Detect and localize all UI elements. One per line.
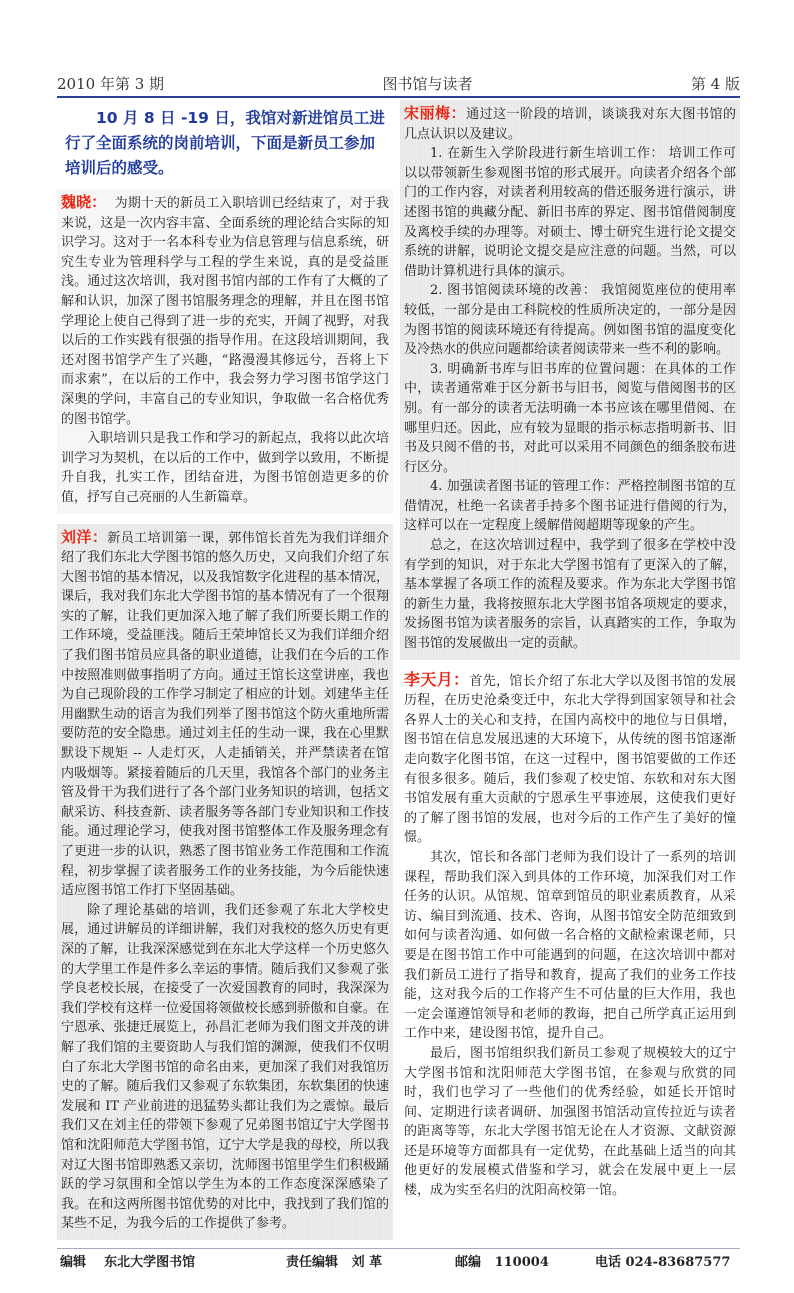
right-column: [400, 100, 740, 1207]
issue-number: 2010 年第 3 期: [57, 75, 165, 93]
paragraph: 3. 明确新书库与旧书库的位置问题：在具体的工作中，读者通常难于区分新书与旧书，阅览与借阅图书的区别。有一部分的读者无法明确一本书应该在哪里借阅、在哪里归还。因此，应有较为显眼的指示标志指明新书、旧书及只阅不借的书，对此可以采用不同颜色的细条胶布进行区分。: [404, 361, 736, 475]
publication-title: 图书馆与读者: [382, 75, 473, 93]
article-li: [400, 666, 740, 1207]
paragraph: 新员工培训第一课，郭伟馆长首先为我们详细介绍了我们东北大学图书馆的悠久历史，又向我们介绍了东大图书馆的基本情况，以及我馆数字化进程的基本情况，课后，我对我们东北大学图书馆的基本情况有了一个很翔实的了解，让我们更加深入地了解了我们所要长期工作的工作环境，受益匪浅。随后王荣坤馆长又为我们详细介绍了我们图书馆员应具备的职业道德，让我们在今后的工作中按照准则做事指明了方向。通过王馆长这堂讲座，我也为自己现阶段的工作学习制定了相应的计划。刘建华主任用幽默生动的语言为我们列举了图书馆这个防火重地所需要防范的安全隐患。通过刘主任的生动一课，我在心里默默设下规矩 -- 人走灯灭，人走插销关，并严禁读者在馆内吸烟等。紧接着随后的几天里，我馆各个部门的业务主管及骨干为我们进行了各个部门业务知识的培训，包括文献采访、科技查新、读者服务等各部门专业知识和工作技能。通过理论学习，使我对图书馆整体工作及服务理念有了更进一步的认识，熟悉了图书馆业务工作范围和工作流程，初步掌握了读者服务工作的业务技能，为今后能快速适应图书馆工作打下坚固基础。: [61, 530, 389, 899]
intro-heading: 10 月 8 日 -19 日，我馆对新进馆员工进行了全面系统的岗前培训，下面是新员工参加培训后的感受。: [65, 109, 385, 177]
author-name: 魏晓：: [61, 193, 107, 211]
page: [57, 0, 740, 1293]
left-column: [57, 100, 393, 1240]
author-name: 刘洋：: [61, 527, 108, 546]
paragraph: 4. 加强读者图书证的管理工作：严格控制图书馆的互借情况，杜绝一名读者手持多个图书证进行借阅的行为，这样可以在一定程度上缓解借阅超期等现象的产生。: [404, 479, 736, 534]
paragraph: 2. 图书馆阅读环境的改善： 我馆阅览座位的使用率较低，一部分是由工科院校的性质所决定的，一部分是因为图书馆的阅读环境还有待提高。例如图书馆的温度变化及冷热水的供应问题都给读者阅读带来一些不利的影响。: [404, 283, 736, 358]
footer-phone: 电话 024-83687577: [595, 1254, 731, 1270]
article-wei: [57, 189, 393, 514]
paragraph: 入职培训只是我工作和学习的新起点，我将以此次培训学习为契机，在以后的工作中，做到学以致用，不断提升自我，扎实工作，团结奋进，为图书馆创造更多的价值，抒写自己亮丽的人生新篇章。: [61, 431, 389, 505]
paragraph: 除了理论基础的培训，我们还参观了东北大学校史展，通过讲解员的详细讲解，我们对我校的悠久历史有更深的了解，让我深深感觉到在东北大学这样一个历史悠久的大学里工作是件多么幸运的事情。随后我们又参观了张学良老校长展，在接受了一次爱国教育的同时，我深深为我们学校有这样一位爱国将领做校长感到骄傲和自豪。在宁恩承、张捷迁展览上，孙昌汇老师为我们图文并茂的讲解了我们馆的主要资助人与我们馆的渊源，使我们不仅明白了东北大学图书馆的命名由来，更加深了我们对我馆历史的了解。随后我们又参观了东软集团，东软集团的快速发展和 IT 产业前进的迅猛势头都让我们为之震惊。最后我们又在刘主任的带领下参观了兄弟图书馆辽宁大学图书馆和沈阳师范大学图书馆，辽宁大学是我的母校，所以我对辽大图书馆即熟悉又亲切，沈师图书馆里学生们积极踊跃的学习氛围和全馆以学生为本的工作态度深深感染了我。在和这两所图书馆优势的对比中，我找到了我们馆的某些不足，为我今后的工作提供了参考。: [61, 902, 389, 1232]
author-name: 宋丽梅：: [404, 104, 467, 122]
footer-zip: 邮编 110004: [455, 1254, 549, 1270]
columns: [57, 100, 740, 1240]
paragraph: 为期十天的新员工入职培训已经结束了，对于我来说，这是一次内容丰富、全面系统的理论结合实际的知识学习。这对于一名本科专业为信息管理与信息系统，研究生专业为管理科学与工程的学生来说，真的是受益匪浅。通过这次培训，我对图书馆内部的工作有了大概的了解和认识，加深了图书馆服务理念的理解，并且在图书馆学理论上使自己得到了进一步的充实，开阔了视野，对我以后的工作实践有很强的指导作用。在这段培训期间，我还对图书馆学产生了兴趣，“路漫漫其修远兮，吾将上下而求索”，在以后的工作中，我会努力学习图书馆学这门深奥的学问，丰富自己的专业知识，争取做一名合格优秀的图书馆学。: [61, 196, 389, 427]
page-header: [57, 73, 740, 96]
paragraph: 总之，在这次培训过程中，我学到了很多在学校中没有学到的知识，对于东北大学图书馆有了更深入的了解，基本掌握了各项工作的流程及要求。作为东北大学图书馆的新生力量，我将按照东北大学图书馆各项规定的要求，发扬图书馆为读者服务的宗旨，认真踏实的工作，争取为图书馆的发展做出一定的贡献。: [404, 538, 736, 652]
paragraph: 最后，图书馆组织我们新员工参观了规模较大的辽宁大学图书馆和沈阳师范大学图书馆，在参观与欣赏的同时，我们也学习了一些他们的优秀经验，如延长开馆时间、定期进行读者调研、加强图书馆活动宣传拉近与读者的距离等等，东北大学图书馆无论在人才资源、文献资源还是环境等方面都具有一定优势，在此基础上适当的向其他更好的发展模式借鉴和学习，就会在发展中更上一层楼，成为实至名归的沈阳高校第一馆。: [404, 1045, 736, 1199]
author-name: 李天月：: [404, 669, 470, 689]
paragraph: 通过这一阶段的培训，谈谈我对东大图书馆的几点认识以及建议。: [404, 107, 736, 142]
page-number: 第 4 版: [690, 75, 740, 93]
header-divider: [57, 96, 740, 98]
paragraph: 1. 在新生入学阶段进行新生培训工作： 培训工作可以以带领新生参观图书馆的形式展开。向读者介绍各个部门的工作内容，对读者利用较高的借还服务进行演示，讲述图书馆的典藏分配、新旧书库的界定、图书馆借阅制度及离校手续的办理等。对硕士、博士研究生进行论文提交系统的讲解，说明论文提交是应注意的问题。当然，可以借助计算机进行具体的演示。: [404, 146, 736, 279]
footer-editor: 编辑 东北大学图书馆: [60, 1254, 196, 1270]
article-liu: [57, 524, 393, 1240]
paragraph: 其次，馆长和各部门老师为我们设计了一系列的培训课程，帮助我们深入到具体的工作环境，加深我们对工作任务的认识。从馆规、馆章到馆员的职业素质教育，从采访、编目到流通、技术、咨询，从图书馆安全防范细致到如何与读者沟通、如何做一名合格的文献检索课老师，只要是在图书馆工作中可能遇到的问题，在这次培训中都对我们新员工进行了指导和教育，提高了我们的业务工作技能，这对我今后的工作将产生不可估量的巨大作用，我也一定会谨遵馆领导和老师的教诲，把自己所学真正运用到工作中来，建设图书馆，提升自己。: [404, 849, 736, 1042]
page-footer: [57, 1249, 740, 1273]
article-song: [400, 100, 740, 660]
paragraph: 首先，馆长介绍了东北大学以及图书馆的发展历程，在历史沧桑变迁中，东北大学得到国家领导和社会各界人士的关心和支持，在国内高校中的地位与日俱增，图书馆在信息发展迅速的大环境下，从传统的图书馆逐渐走向数字化图书馆，在这一过程中，图书馆要做的工作还有很多很多。随后，我们参观了校史馆、东软和对东大图书馆发展有重大贡献的宁恩承生平事迹展，这使我们更好的了解了图书馆的发展，也对今后的工作产生了美好的憧憬。: [404, 673, 736, 846]
footer-chief-editor: 责任编辑 刘 革: [286, 1254, 383, 1270]
